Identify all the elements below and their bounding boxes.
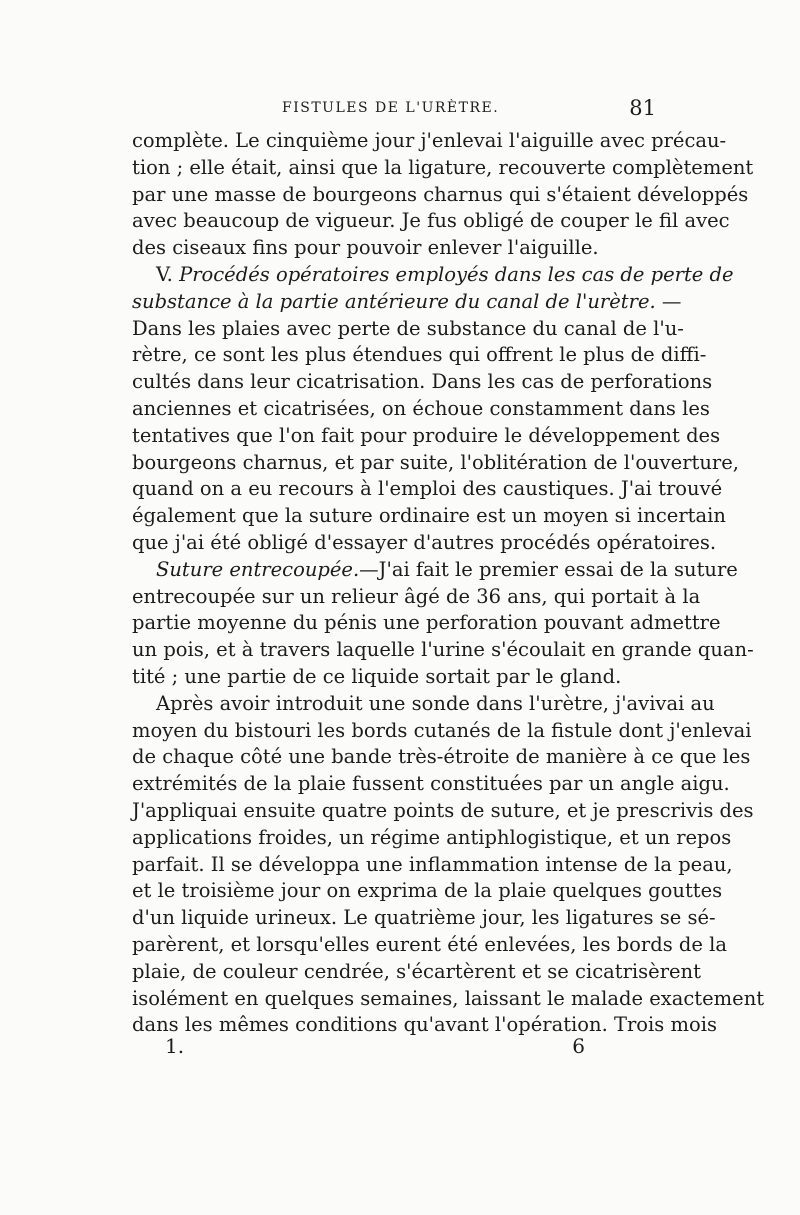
text-line: dans les mêmes conditions qu'avant l'opération. Trois mois bbox=[132, 1013, 717, 1037]
text-line: tentatives que l'on fait pour produire le développement des bbox=[132, 423, 721, 447]
text-line: anciennes et cicatrisées, on échoue constamment dans les bbox=[132, 396, 710, 420]
text-line: entrecoupée sur un relieur âgé de 36 ans, qui portait à la bbox=[132, 584, 701, 608]
text-line: J'appliquai ensuite quatre points de suture, et je prescrivis des bbox=[132, 798, 754, 822]
section-heading-line: substance à la partie antérieure du canal de l'urètre. — bbox=[132, 289, 682, 313]
section-heading-line: V. Procédés opératoires employés dans les cas de perte de bbox=[156, 262, 734, 286]
text-line: applications froides, un régime antiphlogistique, et un repos bbox=[132, 825, 732, 849]
text-line: bourgeons charnus, et par suite, l'oblitération de l'ouverture, bbox=[132, 450, 739, 474]
text-line: d'un liquide urineux. Le quatrième jour, les ligatures se sé- bbox=[132, 906, 716, 930]
text-line: par une masse de bourgeons charnus qui s'étaient développés bbox=[132, 182, 749, 206]
text-line: plaie, de couleur cendrée, s'écartèrent et se cicatrisèrent bbox=[132, 959, 701, 983]
text-line: parfait. Il se développa une inflammation intense de la peau, bbox=[132, 852, 733, 876]
text-line: de chaque côté une bande très-étroite de manière à ce que les bbox=[132, 745, 751, 769]
body-text bbox=[132, 128, 765, 1039]
text-line: Après avoir introduit une sonde dans l'urètre, j'avivai au bbox=[156, 691, 715, 715]
text-line: que j'ai été obligé d'essayer d'autres procédés opératoires. bbox=[132, 530, 717, 554]
text-line: également que la suture ordinaire est un moyen si incertain bbox=[132, 504, 726, 528]
text-line: Dans les plaies avec perte de substance du canal de l'u- bbox=[132, 316, 684, 340]
text-line: un pois, et à travers laquelle l'urine s'écoulait en grande quan- bbox=[132, 638, 754, 662]
text-line: cultés dans leur cicatrisation. Dans les cas de perforations bbox=[132, 370, 713, 394]
running-title: FISTULES DE L'URÈTRE. bbox=[282, 100, 500, 116]
subsection-line: Suture entrecoupée.—J'ai fait le premier essai de la suture bbox=[156, 557, 738, 581]
text-line: tion ; elle était, ainsi que la ligature, recouverte complètement bbox=[132, 155, 754, 179]
signature-mark-right: 6 bbox=[572, 1034, 585, 1058]
text-line: et le troisième jour on exprima de la plaie quelques gouttes bbox=[132, 879, 723, 903]
text-line: des ciseaux fins pour pouvoir enlever l'aiguille. bbox=[132, 236, 599, 260]
text-line: isolément en quelques semaines, laissant le malade exactement bbox=[132, 986, 765, 1010]
page-header bbox=[132, 96, 656, 126]
text-line: parèrent, et lorsqu'elles eurent été enlevées, les bords de la bbox=[132, 932, 728, 956]
text-line: avec beaucoup de vigueur. Je fus obligé de couper le fil avec bbox=[132, 209, 730, 233]
text-line: complète. Le cinquième jour j'enlevai l'aiguille avec précau- bbox=[132, 129, 727, 152]
text-line: moyen du bistouri les bords cutanés de la fistule dont j'enlevai bbox=[132, 718, 752, 742]
text-line: partie moyenne du pénis une perforation pouvant admettre bbox=[132, 611, 721, 635]
page-number: 81 bbox=[629, 96, 656, 120]
text-line: tité ; une partie de ce liquide sortait par le gland. bbox=[132, 664, 622, 688]
text-line: extrémités de la plaie fussent constituées par un angle aigu. bbox=[132, 772, 730, 796]
text-line: rètre, ce sont les plus étendues qui offrent le plus de diffi- bbox=[132, 343, 707, 367]
text-line: quand on a eu recours à l'emploi des caustiques. J'ai trouvé bbox=[132, 477, 723, 501]
signature-mark-left: 1. bbox=[165, 1034, 185, 1058]
